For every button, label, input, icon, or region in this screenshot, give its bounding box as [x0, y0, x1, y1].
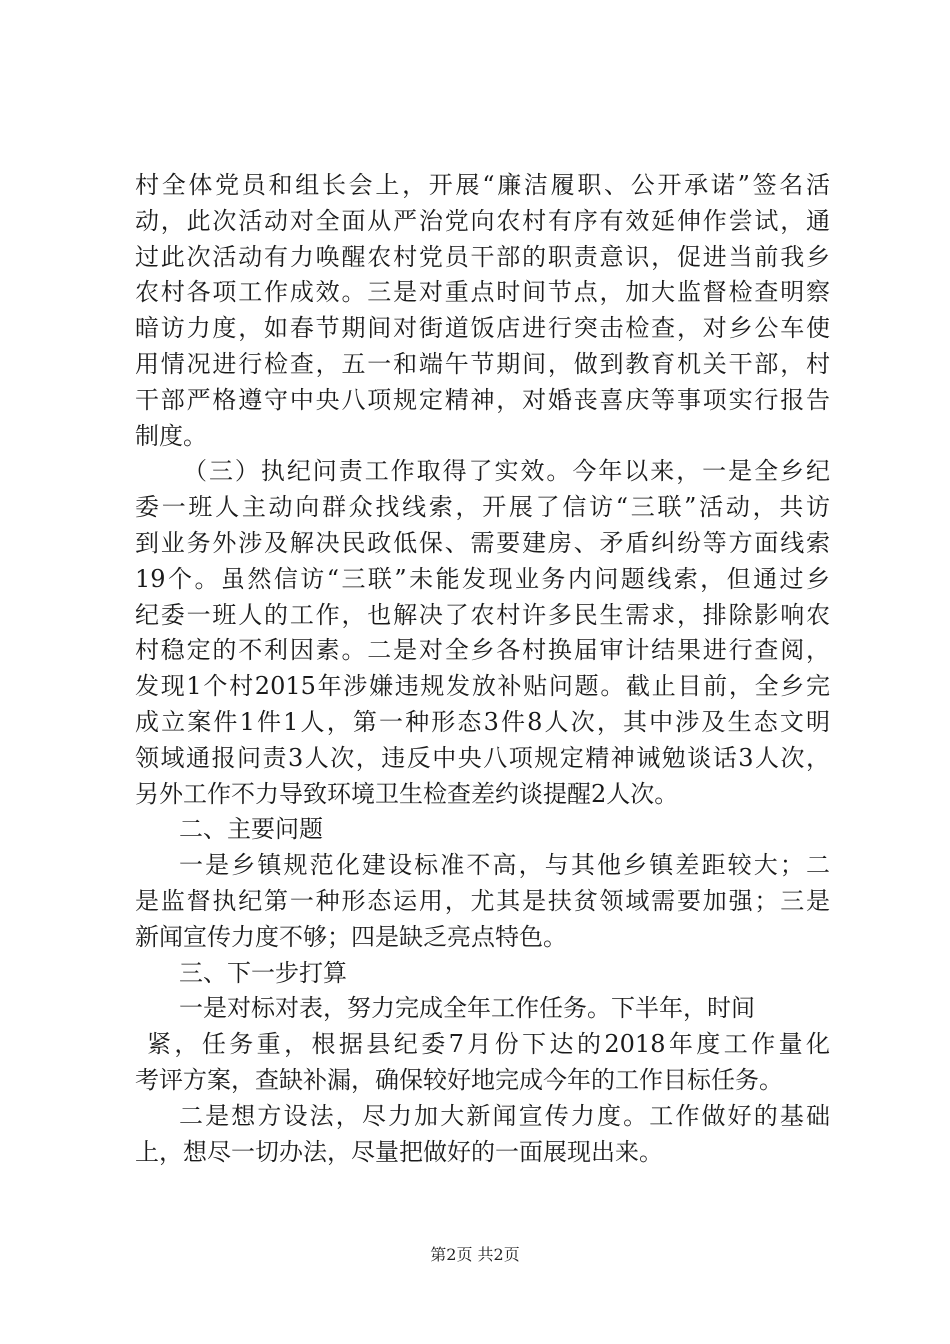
- text-line: 一是乡镇规范化建设标准不高，与其他乡镇差距较大；二: [179, 851, 830, 880]
- text-line: 紧，任务重，根据县纪委7月份下达的2018年度工作量化: [147, 1030, 830, 1059]
- section-heading: 二、主要问题: [179, 815, 323, 844]
- text-line: 制度。: [135, 421, 207, 450]
- text-line: 另外工作不力导致环境卫生检查差约谈提醒2人次。: [135, 779, 679, 808]
- text-line: 一是对标对表，努力完成全年工作任务。下半年，时间: [179, 994, 755, 1023]
- text-line: 到业务外涉及解决民政低保、需要建房、矛盾纠纷等方面线索: [135, 528, 830, 557]
- paragraph-supervision-activities: [135, 168, 830, 454]
- paragraph-main-problems: [135, 848, 830, 955]
- text-line: 发现1个村2015年涉嫌违规发放补贴问题。截止目前，全乡完: [135, 672, 830, 701]
- text-line: 暗访力度，如春节期间对街道饭店进行突击检查，对乡公车使: [135, 314, 830, 343]
- text-line: 用情况进行检查，五一和端午节期间，做到教育机关干部，村: [135, 349, 830, 378]
- text-line: 二是想方设法，尽力加大新闻宣传力度。工作做好的基础: [179, 1101, 830, 1130]
- text-line: 纪委一班人的工作，也解决了农村许多民生需求，排除影响农: [135, 600, 830, 629]
- text-line: 是监督执纪第一种形态运用，尤其是扶贫领域需要加强；三是: [135, 886, 830, 915]
- text-line: 领域通报问责3人次，违反中央八项规定精神诫勉谈话3人次，: [135, 743, 830, 772]
- text-line: 考评方案，查缺补漏，确保较好地完成今年的工作目标任务。: [135, 1065, 783, 1094]
- document-body: [135, 168, 830, 1170]
- text-line: 19个。虽然信访“三联”未能发现业务内问题线索，但通过乡: [135, 564, 830, 593]
- text-line: 干部严格遵守中央八项规定精神，对婚丧喜庆等事项实行报告: [135, 385, 830, 414]
- text-line: 村稳定的不利因素。二是对全乡各村换届审计结果进行查阅，: [135, 636, 830, 665]
- text-line: 成立案件1件1人，第一种形态3件8人次，其中涉及生态文明: [135, 707, 830, 736]
- text-line: 过此次活动有力唤醒农村党员干部的职责意识，促进当前我乡: [135, 242, 830, 271]
- page-footer: [0, 1245, 950, 1265]
- paragraph-next-step-one: [135, 991, 830, 1098]
- text-line: 农村各项工作成效。三是对重点时间节点，加大监督检查明察: [135, 278, 830, 307]
- text-line: （三）执纪问责工作取得了实效。今年以来，一是全乡纪: [183, 457, 830, 486]
- text-line: 新闻宣传力度不够；四是缺乏亮点特色。: [135, 922, 567, 951]
- paragraph-next-step-two: [135, 1099, 830, 1171]
- text-line: 委一班人主动向群众找线索，开展了信访“三联”活动，共访: [135, 493, 830, 522]
- section-heading-next-steps: [135, 956, 830, 992]
- text-line: 村全体党员和组长会上，开展“廉洁履职、公开承诺”签名活: [135, 171, 830, 199]
- paragraph-discipline-accountability: [135, 454, 830, 812]
- section-heading: 三、下一步打算: [179, 958, 347, 987]
- text-line: 动，此次活动对全面从严治党向农村有序有效延伸作尝试，通: [135, 206, 830, 235]
- text-line: 上，想尽一切办法，尽量把做好的一面展现出来。: [135, 1137, 663, 1166]
- section-heading-main-problems: [135, 812, 830, 848]
- page-number: 第2页 共2页: [430, 1245, 520, 1264]
